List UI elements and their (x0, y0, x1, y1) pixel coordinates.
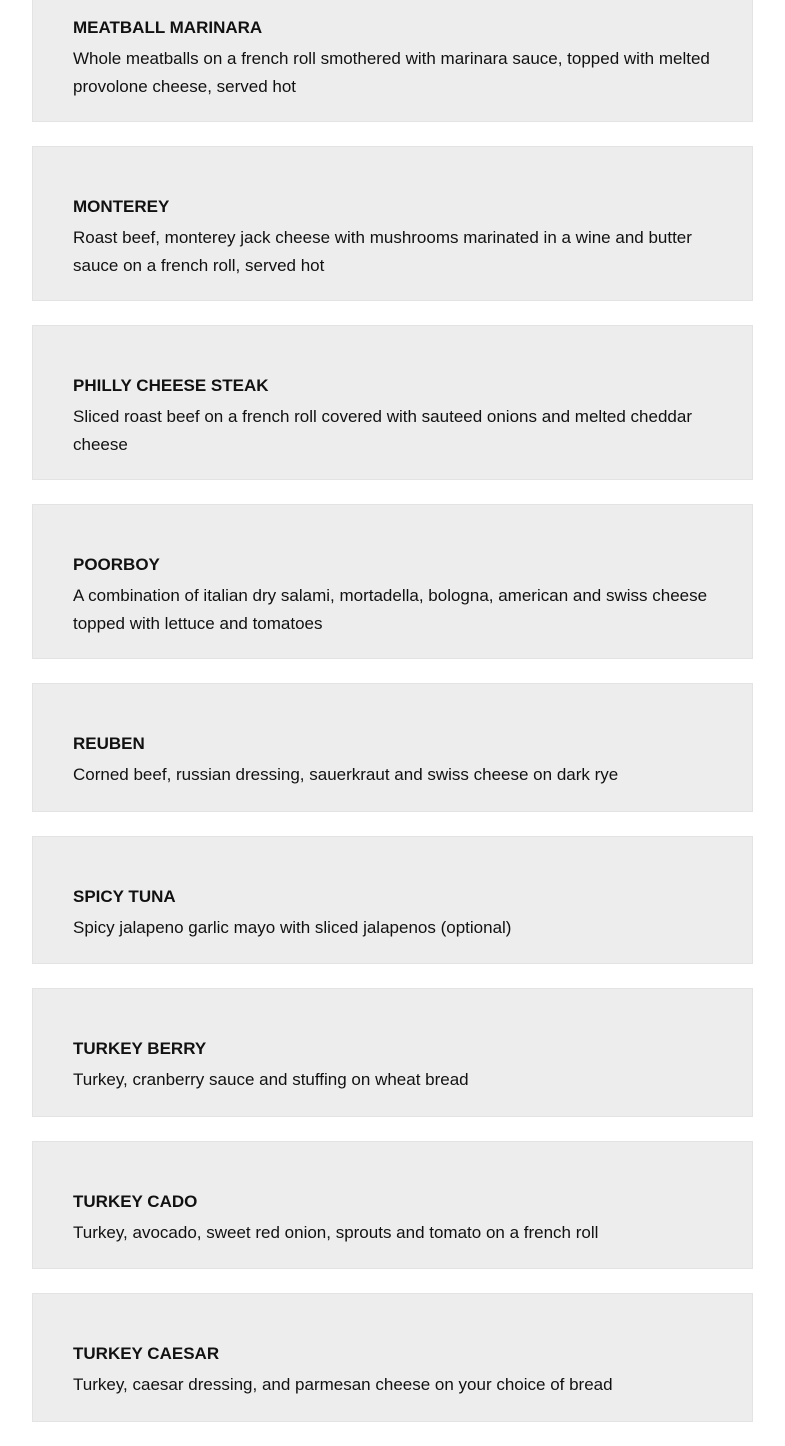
menu-item-name: TURKEY BERRY (73, 1039, 207, 1058)
menu-item-name: MONTEREY (73, 197, 170, 216)
menu-item-monterey (32, 146, 753, 301)
menu-item-turkey-cado (32, 1141, 753, 1270)
menu-item-name: TURKEY CADO (73, 1191, 198, 1211)
menu-list (32, 0, 753, 1446)
menu-item-turkey-caesar (32, 1293, 753, 1422)
menu-item-spicy-tuna (32, 836, 753, 965)
menu-item-reuben (32, 683, 753, 812)
menu-item-description: Corned beef, russian dressing, sauerkraut and swiss cheese on dark rye (73, 765, 619, 784)
menu-item-turkey-berry (32, 988, 753, 1117)
menu-item-description: Roast beef, monterey jack cheese with mushrooms marinated in a wine and butter sauce on a french roll, served hot (73, 228, 692, 275)
menu-item-name: POORBOY (73, 555, 160, 574)
menu-item-name: PHILLY CHEESE STEAK (73, 376, 269, 395)
menu-item-name: SPICY TUNA (73, 886, 176, 906)
menu-item-philly-cheese-steak (32, 325, 753, 480)
menu-item-name: MEATBALL MARINARA (73, 18, 263, 37)
menu-item-description: Sliced roast beef on a french roll covered with sauteed onions and melted cheddar cheese (73, 407, 692, 454)
menu-item-description: Turkey, avocado, sweet red onion, sprouts and tomato on a french roll (73, 1222, 599, 1242)
menu-item-description: Turkey, caesar dressing, and parmesan cheese on your choice of bread (73, 1375, 613, 1394)
menu-item-description: Spicy jalapeno garlic mayo with sliced jalapenos (optional) (73, 917, 512, 937)
menu-item-poorboy (32, 504, 753, 659)
menu-item-description: A combination of italian dry salami, mortadella, bologna, american and swiss cheese topped with lettuce and tomatoes (73, 586, 708, 633)
menu-item-name: REUBEN (73, 734, 145, 753)
menu-item-meatball-marinara (32, 0, 753, 122)
menu-item-description: Turkey, cranberry sauce and stuffing on wheat bread (73, 1070, 469, 1089)
menu-item-description: Whole meatballs on a french roll smothered with marinara sauce, topped with melted provolone cheese, served hot (73, 49, 710, 96)
menu-item-name: TURKEY CAESAR (73, 1344, 220, 1363)
